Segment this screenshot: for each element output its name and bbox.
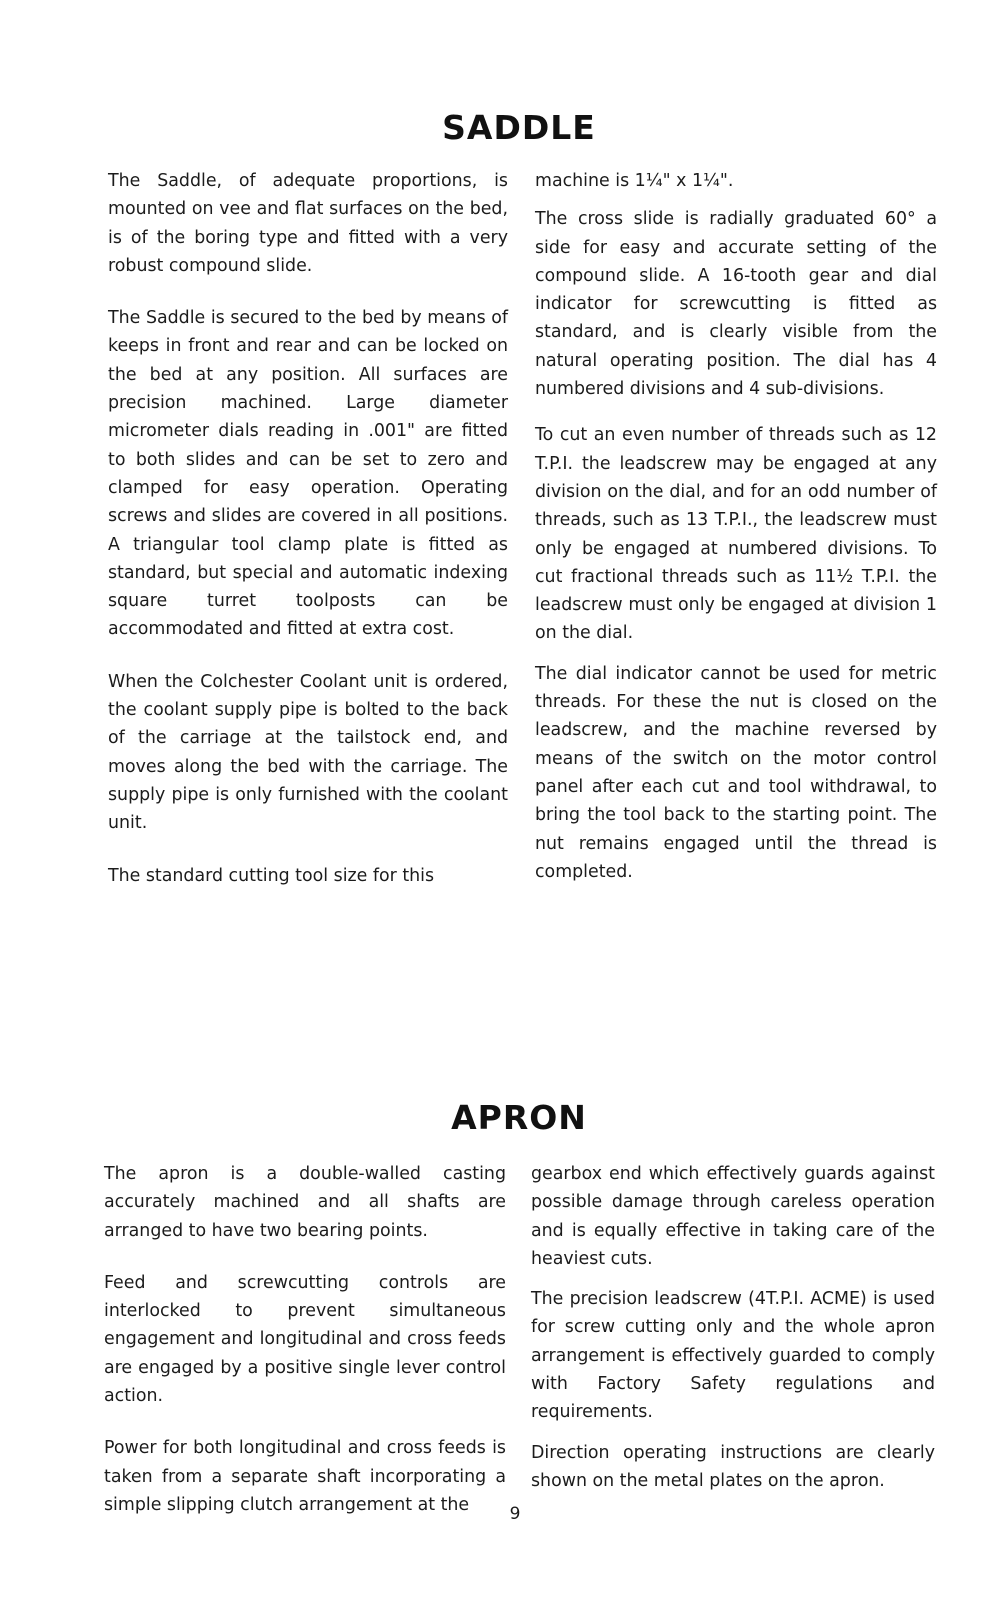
apron-paragraph: Direction operating instructions are clearly shown on the metal plates on the apron. <box>531 1442 935 1491</box>
apron-paragraph: gearbox end which effectively guards against possible damage through careless operation and is equally effective in taking care of the heaviest cuts. <box>531 1164 935 1269</box>
saddle-right-column <box>535 167 937 886</box>
saddle-paragraph: The dial indicator cannot be used for metric threads. For these the nut is closed on the leadscrew, and the machine reversed by means of the switch on the motor control panel after each cut and tool withdrawal, to bring the tool back to the starting point. The nut remains engaged until the thread is completed. <box>535 663 937 882</box>
apron-paragraph: The apron is a double-walled casting accurately machined and all shafts are arranged to have two bearing points. <box>104 1164 506 1241</box>
apron-paragraph: The precision leadscrew (4T.P.I. ACME) is used for screw cutting only and the whole apron arrangement is effectively guarded to comply with Factory Safety regulations and requirements. <box>531 1289 935 1423</box>
page-number: 9 <box>509 1504 521 1524</box>
apron-paragraph: Power for both longitudinal and cross feeds is taken from a separate shaft incorporating a simple slipping clutch arrangement at the <box>104 1438 506 1515</box>
saddle-paragraph: To cut an even number of threads such as 12 T.P.I. the leadscrew may be engaged at any division on the dial, and for an odd number of threads, such as 13 T.P.I., the leadscrew must only be engaged at numbered divisions. To cut fractional threads such as 11½ T.P.I. the leadscrew must only be engaged at division 1 on the dial. <box>535 425 937 644</box>
saddle-paragraph: The cross slide is radially graduated 60° a side for easy and accurate setting of the compound slide. A 16-tooth gear and dial indicator for screwcutting is fitted as standard, and is clearly visible from the natural operating position. The dial has 4 numbered divisions and 4 sub-divisions. <box>535 209 937 400</box>
saddle-paragraph: The Saddle, of adequate proportions, is mounted on vee and flat surfaces on the bed, is of the boring type and fitted with a very robust compound slide. <box>108 171 508 276</box>
saddle-heading: SADDLE <box>442 108 596 147</box>
apron-left-column <box>104 1160 506 1519</box>
saddle-paragraph: machine is 1¼" x 1¼". <box>535 171 734 191</box>
saddle-paragraph: The standard cutting tool size for this <box>108 865 435 886</box>
apron-right-column <box>531 1160 935 1495</box>
saddle-paragraph: The Saddle is secured to the bed by means of keeps in front and rear and can be locked on the bed at any position. All surfaces are precision machined. Large diameter micrometer dials reading in .001" are fitted to both slides and can be set to zero and clamped for easy operation. Operating screws and slides are covered in all positions. A triangular tool clamp plate is fitted as standard, but special and automatic indexing square turret toolposts can be accommodated and fitted at extra cost. <box>108 308 508 640</box>
apron-paragraph: Feed and screwcutting controls are interlocked to prevent simultaneous engagement and longitudinal and cross feeds are engaged by a positive single lever control action. <box>104 1272 506 1407</box>
saddle-paragraph: When the Colchester Coolant unit is ordered, the coolant supply pipe is bolted to the back of the carriage at the tailstock end, and moves along the bed with the carriage. The supply pipe is only furnished with the coolant unit. <box>108 671 508 834</box>
saddle-left-column <box>108 167 508 890</box>
apron-heading: APRON <box>451 1098 587 1137</box>
